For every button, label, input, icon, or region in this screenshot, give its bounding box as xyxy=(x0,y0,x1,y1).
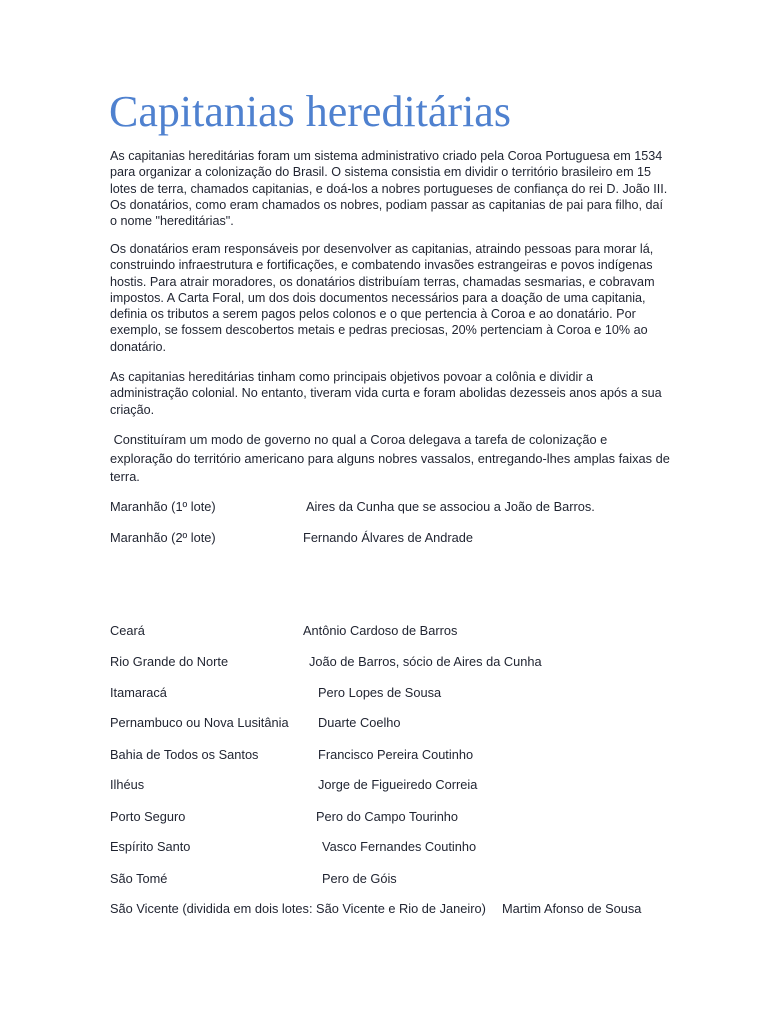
capitania-name: Porto Seguro xyxy=(110,809,186,824)
capitania-donatario: Antônio Cardoso de Barros xyxy=(303,623,458,638)
capitania-name: Rio Grande do Norte xyxy=(110,654,229,669)
capitania-name: Maranhão (1º lote) xyxy=(110,499,216,514)
paragraph: Constituíram um modo de governo no qual a Coroa delegava a tarefa de colonização e exploração do território americano para alguns nobres vassalos, entregando-lhes amplas faixas de terra. xyxy=(110,432,674,484)
capitania-donatario: João de Barros, sócio de Aires da Cunha xyxy=(309,654,542,669)
capitania-donatario: Fernando Álvares de Andrade xyxy=(303,530,474,545)
capitania-donatario: Pero Lopes de Sousa xyxy=(318,685,442,700)
capitania-donatario: Pero do Campo Tourinho xyxy=(316,809,459,824)
capitania-name: Pernambuco ou Nova Lusitânia xyxy=(110,715,289,730)
capitania-name: Espírito Santo xyxy=(110,839,191,854)
capitania-donatario: Pero de Góis xyxy=(322,871,397,886)
paragraph: As capitanias hereditárias tinham como principais objetivos povoar a colônia e dividir a administração colonial. No entanto, tiveram vida curta e foram abolidas dezesseis anos após a sua criação. xyxy=(110,370,662,417)
capitania-name: São Vicente (dividida em dois lotes: São Vicente e Rio de Janeiro) xyxy=(110,901,486,916)
paragraph: Os donatários eram responsáveis por desenvolver as capitanias, atraindo pessoas para morar lá, construindo infraestrutura e fortificações, e combatendo invasões estrangeiras e povos indígenas hostis. Para atrair moradores, os donatários distribuíam terras, chamadas sesmarias, e cobravam impostos. A Carta Foral, um dos dois documentos necessários para a doação de uma capitania, definia os tributos a serem pagos pelos colonos e o que pertencia à Coroa e ao donatário. Por exemplo, se fossem descobertos metais e pedras preciosas, 20% pertenciam à Coroa e 10% ao donatário. xyxy=(110,242,655,354)
capitania-name: São Tomé xyxy=(110,871,168,886)
page-title: Capitanias hereditárias xyxy=(109,87,511,136)
capitania-donatario: Jorge de Figueiredo Correia xyxy=(318,777,478,792)
paragraph: As capitanias hereditárias foram um sistema administrativo criado pela Coroa Portuguesa em 1534 para organizar a colonização do Brasil. O sistema consistia em dividir o território brasileiro em 15 lotes de terra, chamados capitanias, e doá-los a nobres portugueses de confiança do rei D. João III. Os donatários, como eram chamados os nobres, podiam passar as capitanias de pai para filho, daí o nome "hereditárias". xyxy=(110,149,668,229)
capitania-donatario: Duarte Coelho xyxy=(318,715,401,730)
capitania-donatario: Aires da Cunha que se associou a João de Barros. xyxy=(306,499,595,514)
capitania-name: Maranhão (2º lote) xyxy=(110,530,216,545)
capitania-donatario: Vasco Fernandes Coutinho xyxy=(322,839,477,854)
capitania-donatario: Martim Afonso de Sousa xyxy=(502,901,642,916)
capitania-name: Ceará xyxy=(110,623,145,638)
capitania-name: Ilhéus xyxy=(110,777,145,792)
capitania-donatario: Francisco Pereira Coutinho xyxy=(318,747,474,762)
capitania-name: Itamaracá xyxy=(110,685,167,700)
capitania-name: Bahia de Todos os Santos xyxy=(110,747,259,762)
